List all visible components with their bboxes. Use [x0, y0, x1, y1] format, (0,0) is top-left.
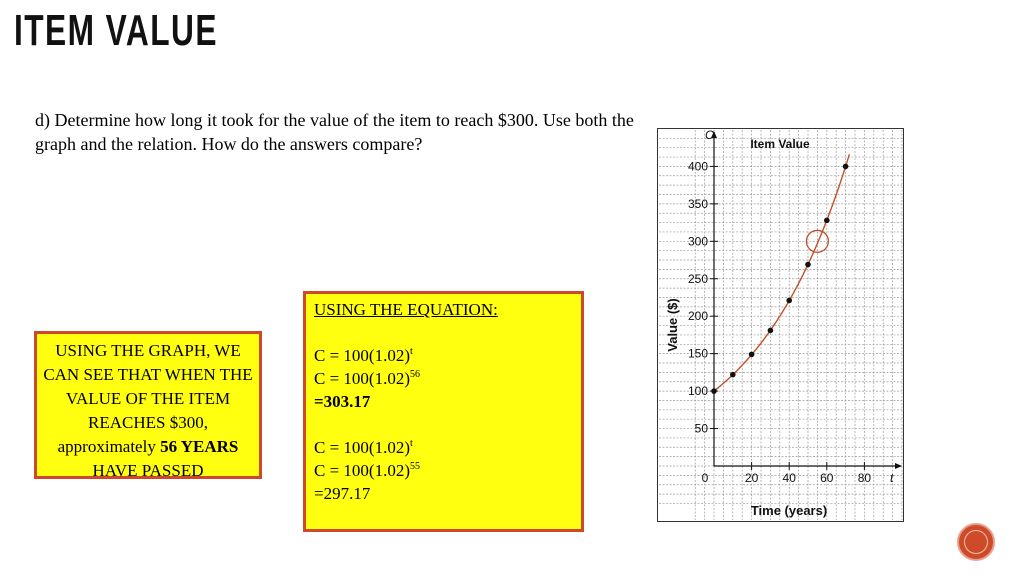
x-tick-label: 40 — [782, 471, 796, 485]
page-title: ITEM VALUE — [14, 6, 218, 55]
graph-answer-box — [34, 331, 262, 479]
y-tick-label: 400 — [687, 159, 708, 174]
x-tick-label: 0 — [701, 471, 709, 485]
equation-line-4: $C = 100(1.02)^{55}$ — [314, 461, 420, 480]
slide-nav-button[interactable] — [957, 523, 995, 561]
data-point — [805, 262, 811, 268]
data-point — [730, 372, 736, 378]
y-tick-label: 350 — [687, 196, 708, 211]
x-tick-label: 80 — [857, 471, 872, 485]
equation-result-1: =303.17 — [314, 392, 371, 411]
x-axis-letter: t — [890, 471, 894, 485]
y-tick-label: 300 — [687, 234, 708, 249]
equation-line-1: $C = 100(1.02)^t$ — [314, 346, 413, 365]
y-tick-label: 150 — [687, 346, 708, 361]
graph-answer-text: USING THE GRAPH, WE CAN SEE THAT WHEN THE VALUE OF THE ITEM REACHES $300, approximately — [43, 341, 253, 456]
y-axis-letter: C — [705, 128, 714, 142]
chart-title: Item Value — [750, 137, 810, 151]
equation-line-3: $C = 100(1.02)^t$ — [314, 438, 413, 457]
y-tick-label: 100 — [687, 384, 708, 399]
x-tick-label: 60 — [820, 471, 834, 485]
equation-answer-box — [303, 291, 584, 532]
data-point — [843, 164, 849, 170]
chart-ylabel: Value ($) — [665, 298, 680, 352]
question-text: d) Determine how long it took for the value of the item to reach $300. Use both the graph and the relation. How do the answers compare? — [35, 110, 634, 154]
data-point — [768, 328, 774, 334]
data-point — [749, 352, 755, 358]
graph-answer-tail: HAVE PASSED — [92, 461, 204, 480]
chart-frame — [658, 129, 904, 522]
equation-heading: USING THE EQUATION: — [314, 300, 498, 319]
equation-result-2: =297.17 — [314, 484, 371, 503]
data-point — [824, 218, 830, 224]
y-tick-label: 50 — [694, 421, 708, 436]
data-point — [711, 388, 717, 394]
chart-xlabel: Time (years) — [750, 503, 828, 518]
item-value-chart — [657, 128, 904, 522]
data-point — [786, 298, 792, 304]
y-tick-label: 200 — [687, 309, 708, 324]
equation-line-2: $C = 100(1.02)^{56}$ — [314, 369, 420, 388]
graph-answer-bold: 56 YEARS — [160, 437, 239, 456]
y-tick-label: 250 — [687, 271, 708, 286]
x-tick-label: 20 — [744, 471, 759, 485]
